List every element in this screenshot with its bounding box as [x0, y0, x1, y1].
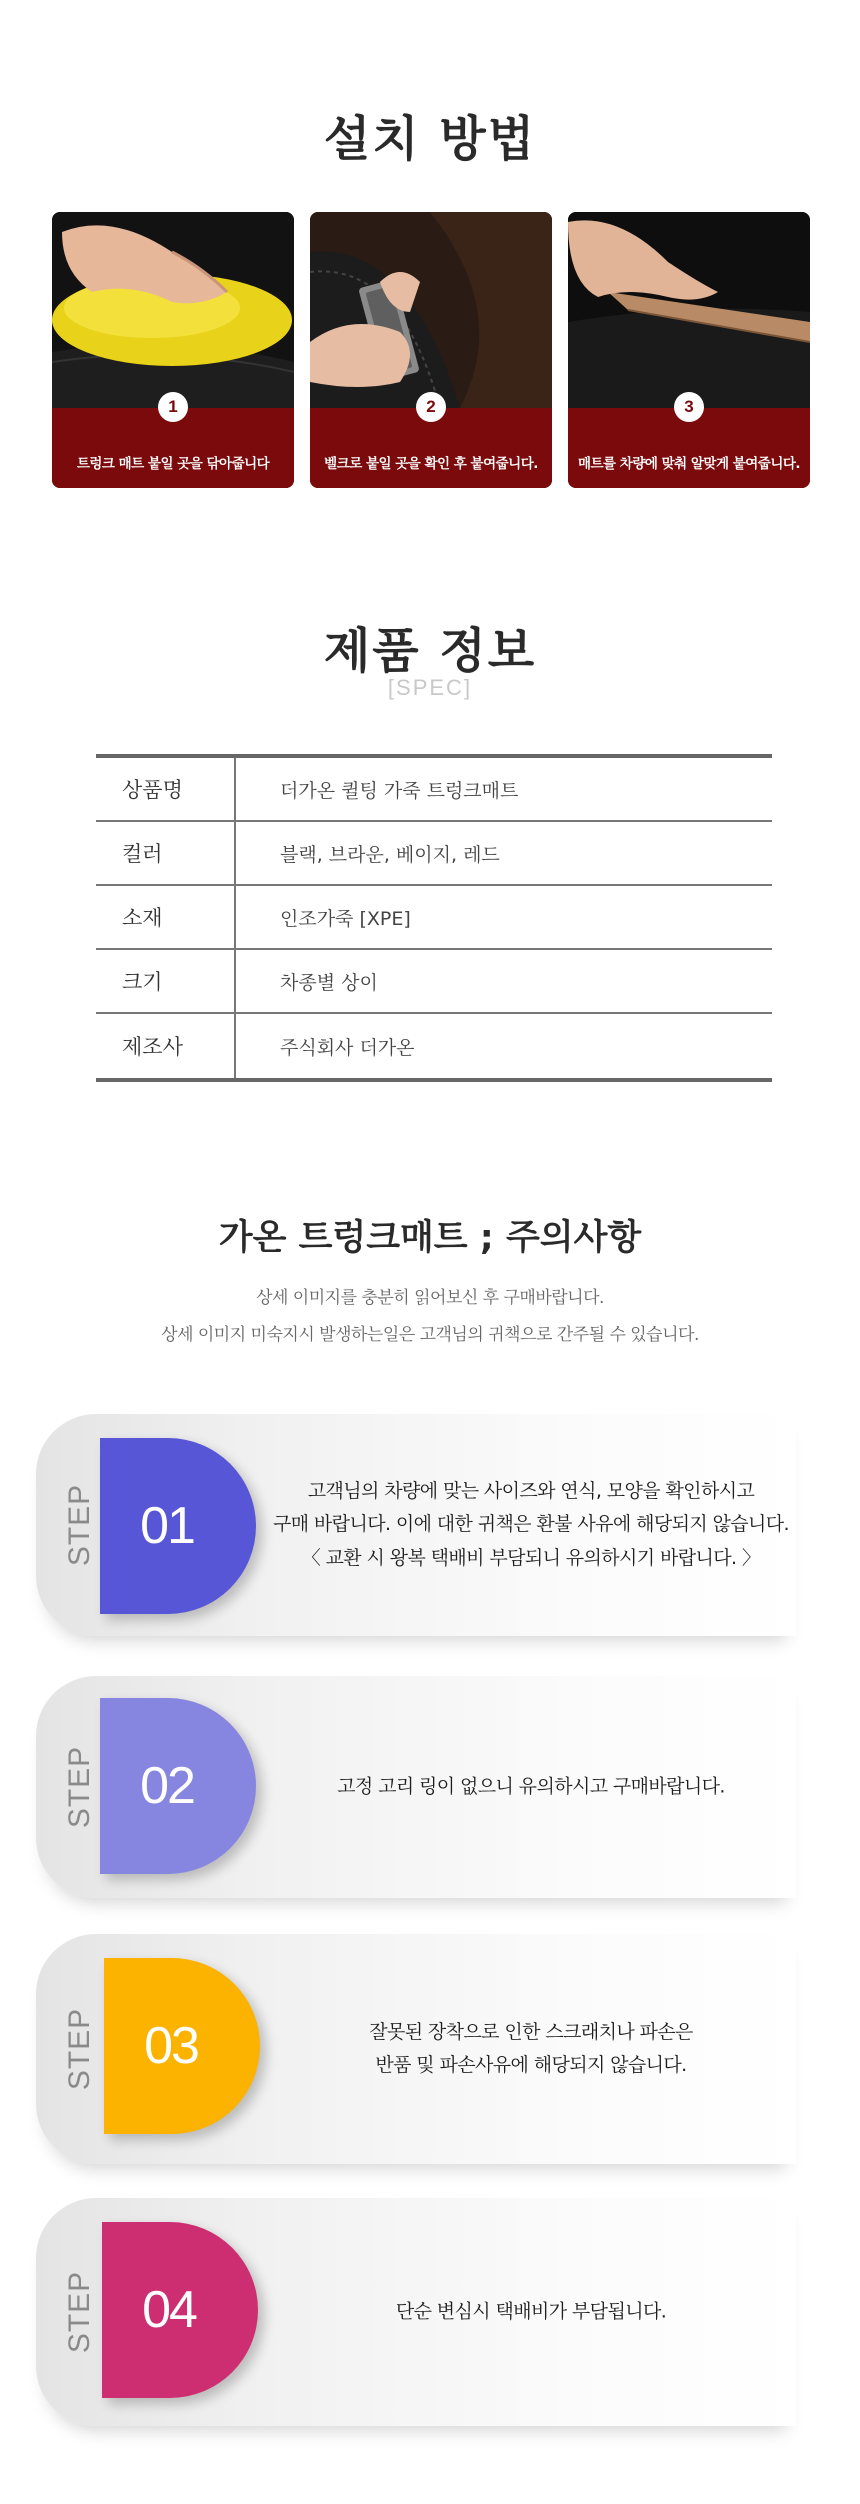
spec-label: 컬러 — [96, 822, 236, 884]
step-description — [266, 1475, 796, 1575]
spec-row — [96, 1014, 772, 1078]
step-number-badge: 01 — [100, 1438, 256, 1614]
step-description-line: 〈 교환 시 왕복 택배비 부담되니 유의하시기 바랍니다. 〉 — [301, 1546, 761, 1569]
install-step-caption: 트렁크 매트 붙일 곳을 닦아줍니다 — [76, 456, 270, 472]
spec-label: 소재 — [96, 886, 236, 948]
install-step-card-2 — [310, 212, 552, 488]
spec-row — [96, 886, 772, 950]
step-description-line: 반품 및 파손사유에 해당되지 않습니다. — [375, 2054, 687, 2076]
step-description — [266, 2295, 796, 2328]
caution-step-card-4 — [36, 2198, 796, 2426]
spec-label: 크기 — [96, 950, 236, 1012]
step-vertical-label: STEP — [63, 2007, 97, 2091]
step-description-line: 잘못된 장착으로 인한 스크래치나 파손은 — [369, 2020, 693, 2043]
spec-value: 인조가죽 [XPE] — [280, 907, 411, 930]
step-description-line: 고정 고리 링이 없으니 유의하시고 구매바랍니다. — [337, 1775, 725, 1798]
spec-row — [96, 950, 772, 1014]
install-step-caption: 매트를 차량에 맞춰 알맞게 붙여줍니다. — [577, 456, 801, 472]
spec-row — [96, 758, 772, 822]
caution-notice-line: 상세 이미지 미숙지시 발생하는일은 고객님의 귀책으로 간주될 수 있습니다. — [161, 1325, 699, 1345]
install-photo-velcro — [310, 212, 552, 408]
caution-step-card-2 — [36, 1676, 796, 1898]
product-section-subtitle: [SPEC] — [387, 675, 473, 700]
step-vertical-label: STEP — [63, 1483, 97, 1567]
spec-value: 차종별 상이 — [280, 971, 378, 994]
step-description-line: 구매 바랍니다. 이에 대한 귀책은 환불 사유에 해당되지 않습니다. — [272, 1513, 789, 1536]
install-step-number: 1 — [158, 392, 188, 422]
spec-label: 상품명 — [96, 758, 236, 820]
install-step-card-1 — [52, 212, 294, 488]
step-description — [266, 1770, 796, 1803]
install-section-title: 설치 방법 — [323, 111, 537, 167]
spec-value: 더가온 퀼팅 가죽 트렁크매트 — [280, 779, 519, 802]
spec-table — [96, 754, 772, 1082]
caution-step-card-1 — [36, 1414, 796, 1636]
caution-notice-line: 상세 이미지를 충분히 읽어보신 후 구매바랍니다. — [256, 1288, 604, 1308]
step-vertical-label: STEP — [63, 2270, 97, 2354]
install-step-number: 3 — [674, 392, 704, 422]
install-step-number: 2 — [416, 392, 446, 422]
caution-section-title: 가온 트렁크매트 ; 주의사항 — [218, 1218, 642, 1258]
product-section-title: 제품 정보 — [323, 623, 537, 679]
step-number-badge: 04 — [102, 2222, 258, 2398]
step-number-badge: 02 — [100, 1698, 256, 1874]
step-description-line: 단순 변심시 택배비가 부담됩니다. — [395, 2300, 667, 2323]
install-step-card-3 — [568, 212, 810, 488]
step-description — [266, 2016, 796, 2083]
install-photo-attach — [568, 212, 810, 408]
step-number-badge: 03 — [104, 1958, 260, 2134]
step-description-line: 고객님의 차량에 맞는 사이즈와 연식, 모양을 확인하시고 — [307, 1480, 755, 1503]
spec-value: 주식회사 더가온 — [280, 1036, 415, 1059]
install-step-caption: 벨크로 붙일 곳을 확인 후 붙여줍니다. — [324, 456, 538, 472]
spec-label: 제조사 — [96, 1014, 236, 1078]
spec-row — [96, 822, 772, 886]
caution-step-card-3 — [36, 1934, 796, 2164]
spec-value: 블랙, 브라운, 베이지, 레드 — [280, 843, 500, 866]
install-photo-wiping — [52, 212, 294, 408]
step-vertical-label: STEP — [63, 1745, 97, 1829]
